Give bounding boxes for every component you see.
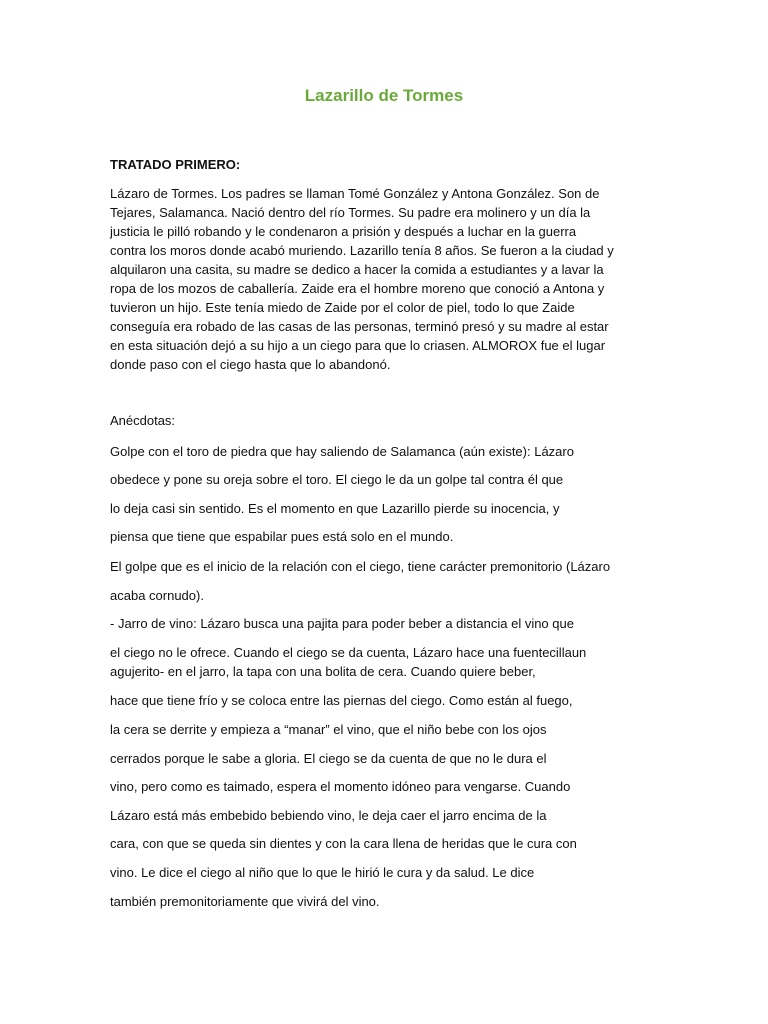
anecdote-line: obedece y pone su oreja sobre el toro. El ciego le da un golpe tal contra él que [110,472,564,487]
anecdote-line: piensa que tiene que espabilar pues está solo en el mundo. [110,529,454,544]
intro-paragraph [110,184,658,374]
anecdote-line: lo deja casi sin sentido. Es el momento en que Lazarillo pierde su inocencia, y [110,501,560,516]
anecdote-line: Lázaro está más embebido bebiendo vino, le deja caer el jarro encima de la [110,808,547,823]
page-title: Lazarillo de Tormes [304,86,464,105]
anecdote-line: El golpe que es el inicio de la relación con el ciego, tiene carácter premonitorio (Lázaro [110,559,611,574]
section-heading: TRATADO PRIMERO: [110,157,241,172]
anecdote-line: vino. Le dice el ciego al niño que lo que le hirió le cura y da salud. Le dice [110,865,535,880]
intro-line: Lázaro de Tormes. Los padres se llaman Tomé González y Antona González. Son de [110,186,600,201]
anecdote-line: acaba cornudo). [110,588,204,603]
anecdotes-heading: Anécdotas: [110,413,176,428]
intro-line: alquilaron una casita, su madre se dedico a hacer la comida a estudiantes y a lavar la [110,262,604,277]
anecdote-line: el ciego no le ofrece. Cuando el ciego se da cuenta, Lázaro hace una fuentecillaun [110,645,587,660]
anecdote-line: hace que tiene frío y se coloca entre las piernas del ciego. Como están al fuego, [110,693,573,708]
intro-line: en esta situación dejó a su hijo a un ciego para que lo criasen. ALMOROX fue el lugar [110,338,606,353]
intro-line: contra los moros donde acabó muriendo. Lazarillo tenía 8 años. Se fueron a la ciudad y [110,243,614,258]
anecdote-line: vino, pero como es taimado, espera el momento idóneo para vengarse. Cuando [110,779,571,794]
anecdote-line: cara, con que se queda sin dientes y con la cara llena de heridas que le cura con [110,836,577,851]
intro-line: conseguía era robado de las casas de las personas, terminó presó y su madre al estar [110,319,609,334]
anecdote-line: - Jarro de vino: Lázaro busca una pajita para poder beber a distancia el vino que [110,616,574,631]
intro-line: donde paso con el ciego hasta que lo abandonó. [110,357,391,372]
intro-line: Tejares, Salamanca. Nació dentro del río Tormes. Su padre era molinero y un día la [110,205,591,220]
anecdote-line: agujerito- en el jarro, la tapa con una bolita de cera. Cuando quiere beber, [110,664,536,679]
anecdote-line: cerrados porque le sabe a gloria. El ciego se da cuenta de que no le dura el [110,751,547,766]
intro-line: ropa de los mozos de caballería. Zaide era el hombre moreno que conoció a Antona y [110,281,605,296]
anecdote-line: la cera se derrite y empieza a “manar” el vino, que el niño bebe con los ojos [110,722,547,737]
anecdote-line: también premonitoriamente que vivirá del vino. [110,894,380,909]
intro-line: justicia le pilló robando y le condenaron a prisión y después a luchar en la guerra [110,224,577,239]
intro-line: tuvieron un hijo. Este tenía miedo de Zaide por el color de piel, todo lo que Zaide [110,300,575,315]
anecdote-line: Golpe con el toro de piedra que hay saliendo de Salamanca (aún existe): Lázaro [110,444,574,459]
